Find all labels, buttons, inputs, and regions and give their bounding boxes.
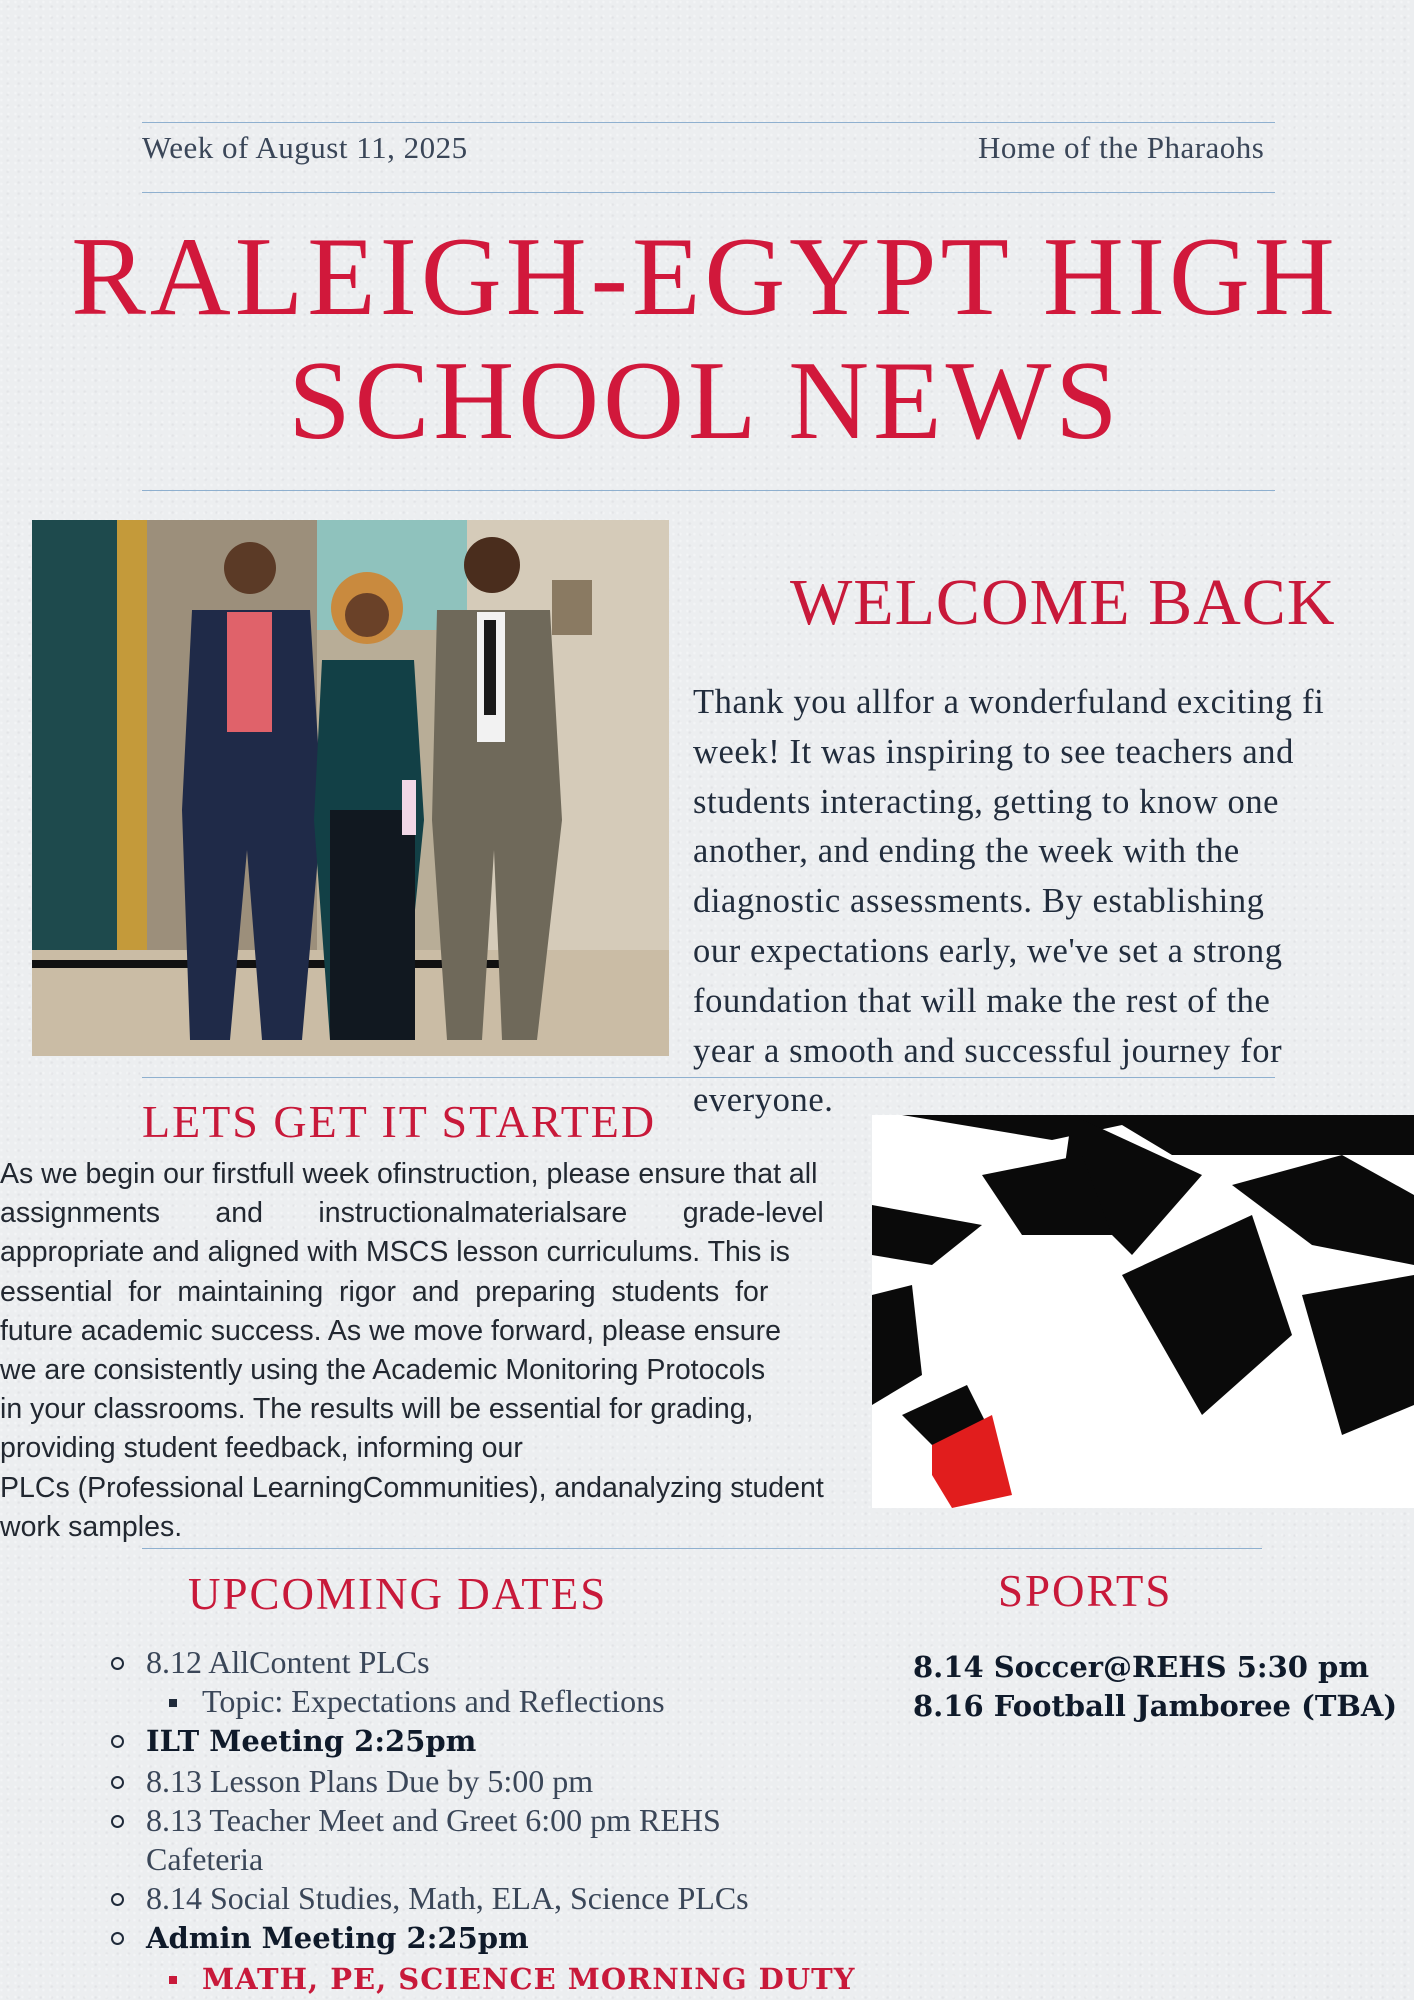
list-item: 8.14 Social Studies, Math, ELA, Science PLCs [110, 1879, 930, 1918]
sports-item: 8.16 Football Jamboree (TBA) [913, 1689, 1398, 1723]
welcome-line: everyone. [693, 1081, 834, 1120]
list-subitem: Topic: Expectations and Reflections [110, 1682, 930, 1721]
list-item: 8.13 Teacher Meet and Greet 6:00 pm REHS [110, 1801, 930, 1840]
issue-date: Week of August 11, 2025 [142, 130, 468, 165]
lower-rule [142, 1548, 1262, 1549]
upcoming-heading: UPCOMING DATES [188, 1569, 608, 1619]
sports-heading: SPORTS [998, 1566, 1173, 1616]
started-line: providing student feedback, informing our [0, 1432, 523, 1465]
list-item: ILT Meeting 2:25pm [110, 1721, 930, 1761]
circle-bullet-icon [111, 1932, 124, 1945]
circle-bullet-icon [111, 1893, 124, 1906]
header-bottom-rule [142, 192, 1275, 193]
welcome-line: our expectations early, we've set a strong [693, 931, 1283, 970]
started-heading: LETS GET IT STARTED [142, 1096, 657, 1147]
title-rule [142, 490, 1275, 491]
welcome-paragraph [693, 678, 1414, 1126]
circle-bullet-icon [111, 1657, 124, 1670]
list-item-continuation: Cafeteria [146, 1841, 264, 1878]
circle-bullet-icon [111, 1776, 124, 1789]
started-line: work samples. [0, 1510, 183, 1543]
tagline: Home of the Pharaohs [978, 130, 1265, 165]
list-item: 8.13 Lesson Plans Due by 5:00 pm [110, 1762, 930, 1801]
top-rule [142, 122, 1275, 123]
started-line: essential for maintaining rigor and preparing students for [0, 1275, 769, 1308]
newsletter-title [40, 215, 1370, 463]
started-line: future academic success. As we move forward, please ensure [0, 1314, 781, 1347]
circle-bullet-icon [111, 1735, 124, 1748]
started-line: appropriate and aligned with MSCS lesson curriculums. This is [0, 1236, 790, 1269]
upcoming-list [110, 1643, 930, 1999]
middle-rule [142, 1077, 1275, 1078]
square-bullet-icon [169, 1976, 177, 1984]
list-item: Admin Meeting 2:25pm [110, 1918, 930, 1958]
started-line: PLCs (Professional LearningCommunities), andanalyzing student [0, 1471, 824, 1504]
welcome-line: year a smooth and successful journey for [693, 1031, 1283, 1070]
pharaoh-logo-art [872, 1115, 1414, 1508]
title-line-2: SCHOOL NEWS [288, 339, 1122, 463]
staff-photo [32, 520, 669, 1056]
welcome-line: foundation that will make the rest of the [693, 981, 1271, 1020]
sports-item: 8.14 Soccer@REHS 5:30 pm [913, 1650, 1369, 1684]
started-line: we are consistently using the Academic Monitoring Protocols [0, 1354, 766, 1387]
welcome-line: week! It was inspiring to see teachers and [693, 732, 1294, 771]
square-bullet-icon [169, 1699, 177, 1707]
welcome-line: students interacting, getting to know one [693, 782, 1280, 821]
pharaoh-logo [872, 1115, 1414, 1508]
welcome-line: another, and ending the week with the [693, 832, 1240, 871]
started-paragraph [0, 1155, 930, 1547]
list-subitem: MATH, PE, SCIENCE MORNING DUTY [110, 1959, 930, 1999]
started-line: As we begin our firstfull week ofinstruction, please ensure that all [0, 1158, 818, 1190]
started-line: assignments and instructionalmaterialsare grade-level [0, 1197, 824, 1230]
title-line-1: RALEIGH-EGYPT HIGH [71, 215, 1339, 339]
welcome-line: diagnostic assessments. By establishing [693, 882, 1265, 921]
sports-list [913, 1648, 1397, 1726]
welcome-line: Thank you allfor a wonderfuland exciting fi [693, 683, 1325, 721]
staff-photo-illustration [32, 520, 669, 1056]
list-item: 8.12 AllContent PLCs [110, 1643, 930, 1682]
circle-bullet-icon [111, 1815, 124, 1828]
started-line: in your classrooms. The results will be essential for grading, [0, 1393, 754, 1426]
welcome-heading: WELCOME BACK [790, 566, 1336, 639]
